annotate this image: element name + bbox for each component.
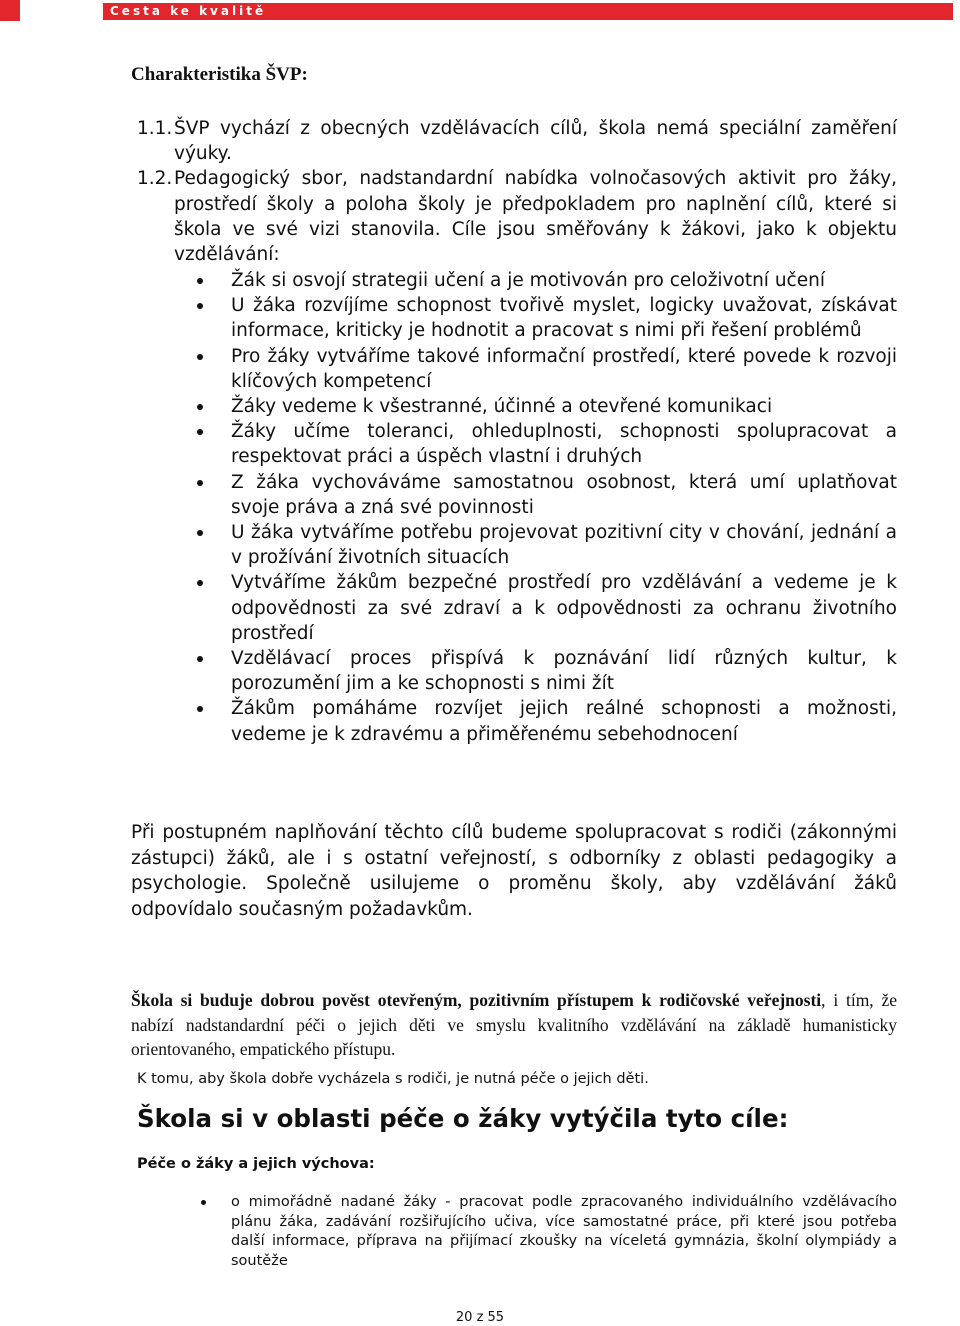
- goal-item: U žáka rozvíjíme schopnost tvořivě myslet, logicky uvažovat, získávat informace, kriticky je hodnotit a pracovat s nimi při řešení problémů: [231, 293, 897, 343]
- goal-item: U žáka vytváříme potřebu projevovat pozitivní city v chování, jednání a v prožívání životních situacích: [231, 520, 897, 570]
- care-subheading: Péče o žáky a jejich výchova:: [137, 1156, 375, 1172]
- reputation-bold: Škola si buduje dobrou pověst otevřeným, pozitivním přístupem k rodičovské veřejnosti: [131, 990, 822, 1010]
- goal-item: Žáky vedeme k všestranné, účinné a otevřené komunikaci: [231, 394, 897, 419]
- numbered-item: [137, 166, 897, 267]
- header-red-square: [0, 0, 20, 21]
- item-number: 1.1.: [137, 118, 173, 139]
- goals-heading: Škola si v oblasti péče o žáky vytýčila tyto cíle:: [137, 1104, 789, 1133]
- item-text: Pedagogický sbor, nadstandardní nabídka volnočasových aktivit pro žáky, prostředí školy a poloha školy je předpokladem pro naplnění cílů, které si škola ve své vizi stanovila. Cíle jsou směřovány k žákovi, jako k objektu vzdělávání:: [174, 168, 897, 266]
- goal-item: Žáky učíme toleranci, ohleduplnosti, schopnosti spolupracovat a respektovat práci a úspěch vlastní i druhých: [231, 419, 897, 469]
- numbered-list: [137, 116, 897, 267]
- care-paragraph: K tomu, aby škola dobře vycházela s rodiči, je nutná péče o jejich děti.: [137, 1071, 649, 1087]
- goal-item: Z žáka vychováváme samostatnou osobnost, která umí uplatňovat svoje práva a zná své povinnosti: [231, 470, 897, 520]
- page-number: 20 z 55: [455, 1310, 505, 1325]
- goals-list: [231, 268, 897, 747]
- header-brand: Cesta ke kvalitě: [110, 4, 267, 18]
- goal-item: Vytváříme žákům bezpečné prostředí pro vzdělávání a vedeme je k odpovědnosti za své zdraví a k odpovědnosti za ochranu životního prostředí: [231, 570, 897, 646]
- care-item: o mimořádně nadané žáky - pracovat podle zpracovaného individuálního vzdělávacího plánu žáka, zadávání rozšiřujícího učiva, více samostatné práce, při které jsou potřeba další informace, příprava na přijímací zkoušky na víceletá gymnázia, školní olympiády a soutěže: [231, 1193, 897, 1271]
- goal-item: Pro žáky vytváříme takové informační prostředí, které povede k rozvoji klíčových kompetencí: [231, 344, 897, 394]
- item-text: ŠVP vychází z obecných vzdělávacích cílů, škola nemá speciální zaměření výuky.: [174, 118, 897, 165]
- reputation-rest: , i tím, že nabízí nadstandardní péči o jejich děti ve smyslu kvalitního vzdělávání na základě humanisticky orientovaného, empatického přístupu.: [131, 990, 897, 1060]
- numbered-item: [137, 116, 897, 166]
- reputation-paragraph: [131, 988, 897, 1062]
- item-number: 1.2.: [137, 168, 173, 190]
- parents-paragraph: Při postupném naplňování těchto cílů budeme spolupracovat s rodiči (zákonnými zástupci) žáků, ale i s ostatní veřejností, s odborníky z oblasti pedagogiky a psychologie. Společně usilujeme o proměnu školy, aby vzdělávání žáků odpovídalo současným požadavkům.: [131, 822, 897, 920]
- goal-item: Žákům pomáháme rozvíjet jejich reálné schopnosti a možnosti, vedeme je k zdravému a přiměřenému sebehodnocení: [231, 696, 897, 746]
- goal-item: Vzdělávací proces přispívá k poznávání lidí různých kultur, k porozumění jim a ke schopnosti s nimi žít: [231, 646, 897, 696]
- goal-item: Žák si osvojí strategii učení a je motivován pro celoživotní učení: [231, 268, 897, 293]
- section-title: Charakteristika ŠVP:: [131, 64, 308, 85]
- care-list: [231, 1193, 897, 1271]
